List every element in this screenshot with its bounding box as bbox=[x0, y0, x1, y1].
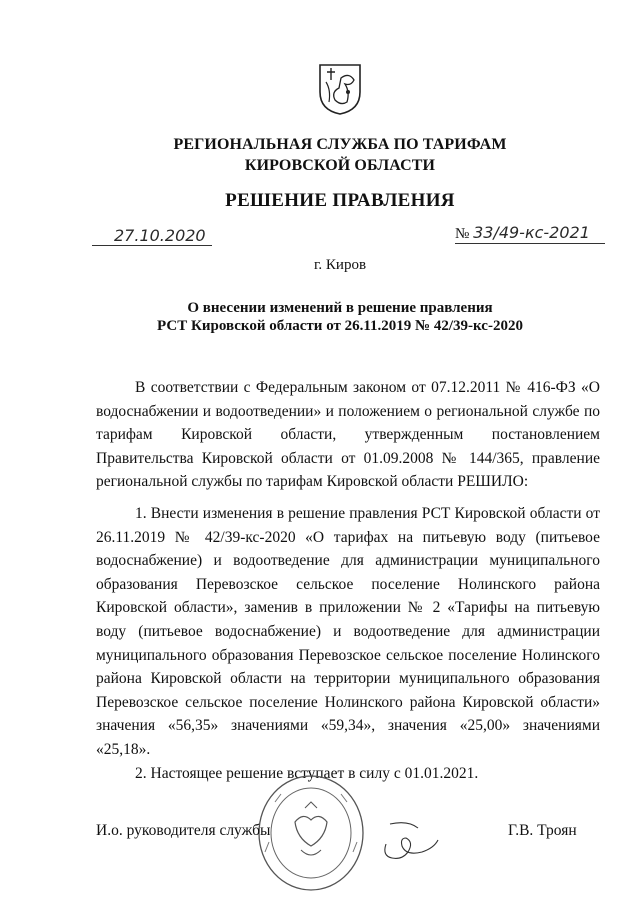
handwritten-signature-icon bbox=[378, 812, 458, 872]
body-paragraph-item1 bbox=[96, 502, 600, 762]
body-paragraph-preamble bbox=[96, 376, 600, 494]
decision-number bbox=[455, 223, 605, 244]
decision-date: 27.10.2020 bbox=[92, 226, 212, 246]
org-name-line2: КИРОВСКОЙ ОБЛАСТИ bbox=[244, 157, 436, 174]
paragraph-text: В соответствии с Федеральным законом от 07.12.2011 № 416-ФЗ «О водоснабжении и водоотведении» и положением о региональной службе по тарифам Кировской области, утвержденным постановлением Правительства Кировской области от 01.09.2008 № 144/365, правление региональной службы по тарифам Кировской области РЕШИЛО: bbox=[96, 379, 600, 491]
city: г. Киров bbox=[313, 257, 367, 273]
signatory-name: Г.В. Троян bbox=[508, 822, 577, 839]
subject-line1: О внесении изменений в решение правления bbox=[187, 300, 493, 316]
decision-number-value: 33/49-кс-2021 bbox=[473, 223, 590, 242]
paragraph-text: 2. Настоящее решение вступает в силу с 01.01.2021. bbox=[135, 765, 479, 782]
subject-line2: РСТ Кировской области от 26.11.2019 № 42/39-кс-2020 bbox=[157, 318, 523, 334]
signatory-role: И.о. руководителя службы bbox=[96, 822, 271, 839]
number-sign: № bbox=[455, 226, 470, 242]
document-title: РЕШЕНИЕ ПРАВЛЕНИЯ bbox=[225, 190, 455, 211]
coat-of-arms-icon bbox=[317, 62, 363, 116]
org-name-line1: РЕГИОНАЛЬНАЯ СЛУЖБА ПО ТАРИФАМ bbox=[173, 136, 507, 153]
paragraph-text: 1. Внести изменения в решение правления РСТ Кировской области от 26.11.2019 № 42/39-кс-2020 «О тарифах на питьевую воду (питьевое водоснабжение) и водоотведение для администрации муниципального образования Перевозское сельское поселение Нолинского района Кировской области», заменив в приложении № 2 «Тарифы на питьевую воду (питьевое водоснабжение) и водоотведение для администрации муниципального образования Перевозское сельское поселение Нолинского района Кировской области на территории муниципального образования Перевозское сельское поселение Нолинского района Кировской области» значения «56,35» значениями «59,34», значения «25,00» значениями «25,18». bbox=[96, 505, 600, 758]
official-seal-icon bbox=[255, 772, 367, 894]
